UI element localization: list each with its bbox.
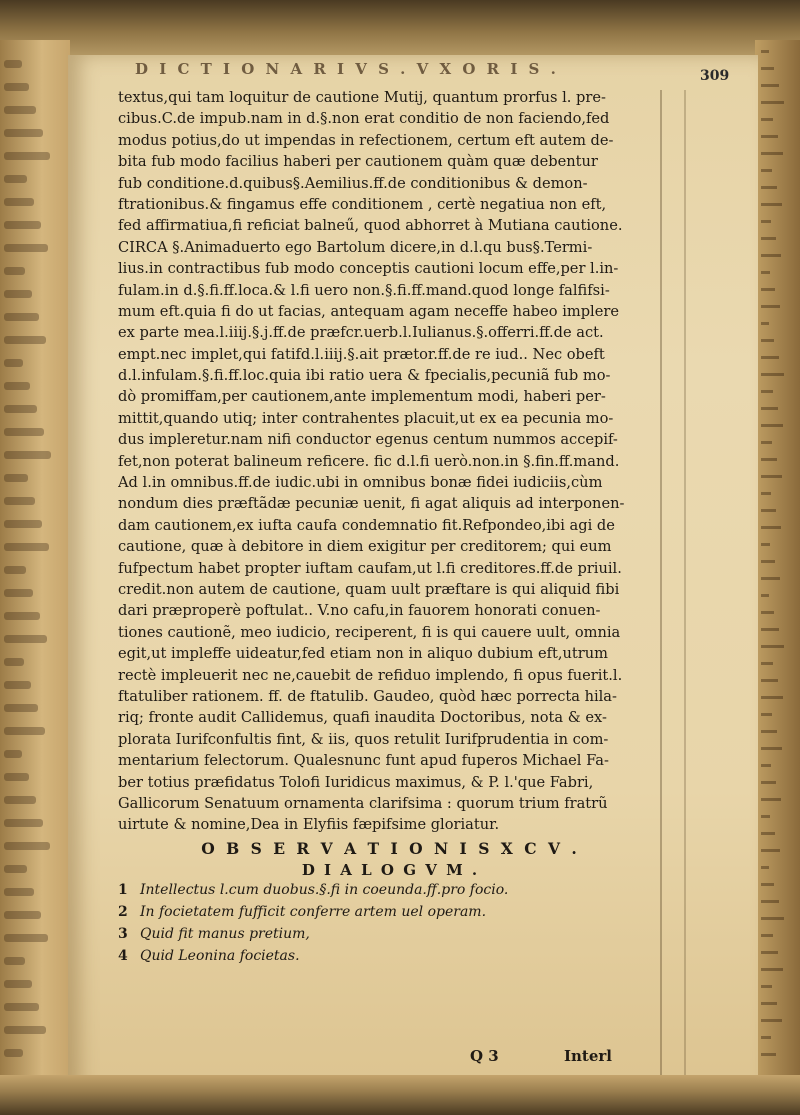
bleed-mark <box>4 175 27 183</box>
bleed-mark <box>4 152 50 160</box>
text-line: mentarium felectorum. Qualesnunc funt apud fuperos Michael Fa- <box>118 752 609 770</box>
summary-item <box>118 924 663 946</box>
bleed-mark <box>4 911 41 919</box>
edge-mark <box>761 322 769 325</box>
bleed-mark <box>4 221 41 229</box>
scan-bottom-edge <box>0 1075 800 1115</box>
bleed-mark <box>4 727 45 735</box>
catchword-line <box>470 1047 670 1065</box>
summary-item <box>118 880 663 902</box>
edge-mark <box>761 543 770 546</box>
bleed-mark <box>4 566 26 574</box>
edge-mark <box>761 475 782 478</box>
text-line: modus potius,do ut impendas in refectionem, certum eft autem de- <box>118 131 614 149</box>
edge-mark <box>761 747 782 750</box>
edge-mark <box>761 373 784 376</box>
bleed-mark <box>4 267 25 275</box>
text-line: CIRCA §.Animaduerto ego Bartolum dicere,in d.l.qu bus§.Termi- <box>118 238 593 256</box>
bleed-mark <box>4 681 31 689</box>
edge-mark <box>761 1019 782 1022</box>
section-subtitle: D I A L O G V M . <box>301 860 480 879</box>
edge-mark <box>761 679 778 682</box>
bleed-mark <box>4 957 25 965</box>
summary-item-number: 2 <box>118 903 128 920</box>
edge-mark <box>761 560 775 563</box>
signature-mark: Q 3 <box>470 1047 499 1065</box>
bleed-mark <box>4 589 33 597</box>
edge-mark <box>761 526 781 529</box>
bleed-mark <box>4 106 36 114</box>
text-block <box>118 87 663 836</box>
summary-item-text: In focietatem fufficit conferre artem uel operam. <box>140 903 487 920</box>
edge-mark <box>761 764 771 767</box>
bleed-mark <box>4 819 43 827</box>
edge-mark <box>761 203 782 206</box>
edge-mark <box>761 441 772 444</box>
bleed-mark <box>4 290 32 298</box>
edge-mark <box>761 458 777 461</box>
edge-mark <box>761 1053 776 1056</box>
edge-mark <box>761 645 784 648</box>
edge-mark <box>761 509 776 512</box>
bleed-mark <box>4 842 50 850</box>
edge-mark <box>761 883 774 886</box>
text-line: ftatuliber rationem. ff. de ftatulib. Gaudeo, quòd hæc porrecta hila- <box>118 687 617 705</box>
edge-mark <box>761 390 773 393</box>
text-line: fet,non poterat balineum reficere. fic d.l.fi uerò.non.in §.fin.ff.mand. <box>118 452 620 470</box>
edge-mark <box>761 356 779 359</box>
summary-item-number: 4 <box>118 947 128 964</box>
text-line: fufpectum habet propter iuftam caufam,ut l.fi creditores.ff.de priuil. <box>118 559 622 577</box>
bleed-mark <box>4 1049 23 1057</box>
bleed-mark <box>4 474 28 482</box>
bleed-mark <box>4 612 40 620</box>
bleed-mark <box>4 244 48 252</box>
edge-mark <box>761 135 778 138</box>
text-line: rectè impleuerit nec ne,cauebit de refiduo implendo, fi opus fuerit.l. <box>118 666 623 684</box>
text-line: uirtute & nomine,Dea in Elyfiis fæpifsime gloriatur. <box>118 816 500 834</box>
edge-mark <box>761 492 771 495</box>
bleed-mark <box>4 1003 39 1011</box>
bleed-mark <box>4 520 42 528</box>
edge-mark <box>761 713 772 716</box>
edge-mark <box>761 781 776 784</box>
edge-mark <box>761 152 783 155</box>
text-line: tiones cautionẽ, meo iudicio, reciperent, fi is qui cauere uult, omnia <box>118 623 621 641</box>
catchword: Interl <box>563 1047 612 1065</box>
bleed-mark <box>4 382 30 390</box>
section-title: O B S E R V A T I O N I S X C V . <box>201 838 580 858</box>
edge-mark <box>761 866 769 869</box>
summary-list <box>118 880 663 968</box>
bleed-mark <box>4 83 29 91</box>
edge-mark <box>761 271 770 274</box>
edge-mark <box>761 1002 777 1005</box>
page-fore-edge <box>755 40 800 1100</box>
bleed-mark <box>4 658 24 666</box>
text-line: fulam.in d.§.fi.ff.loca.& l.fi uero non.§.fi.ff.mand.quod longe falfifsi- <box>118 281 610 299</box>
summary-item-number: 3 <box>118 925 128 942</box>
edge-mark <box>761 798 781 801</box>
bleed-mark <box>4 129 43 137</box>
edge-mark <box>761 968 783 971</box>
bleed-mark <box>4 543 49 551</box>
edge-mark <box>761 305 780 308</box>
edge-mark <box>761 339 774 342</box>
text-line: Ad l.in omnibus.ff.de iudic.ubi in omnibus bonæ fidei iudiciis,cùm <box>118 474 603 492</box>
text-line: cautione, quæ à debitore in diem exigitur per creditorem; qui eum <box>118 538 612 556</box>
text-line: cibus.C.de impub.nam in d.§.non erat conditio de non faciendo,fed <box>118 110 610 128</box>
edge-mark <box>761 169 772 172</box>
edge-mark <box>761 934 773 937</box>
edge-mark <box>761 84 779 87</box>
page-number: 309 <box>700 68 730 84</box>
bleed-mark <box>4 359 23 367</box>
text-line: dari præproperè poftulat.. V.no cafu,in fauorem honorati conuen- <box>118 602 601 620</box>
edge-mark <box>761 254 781 257</box>
text-line: egit,ut impleffe uideatur,fed etiam non in aliquo dubium eft,utrum <box>118 645 609 663</box>
text-line: empt.nec implet,qui fatifd.l.iiij.§.ait prætor.ff.de re iud.. Nec obeft <box>118 345 605 363</box>
summary-item-number: 1 <box>118 881 128 898</box>
bleed-mark <box>4 1026 46 1034</box>
text-line: textus,qui tam loquitur de cautione Mutij, quantum prorfus l. pre- <box>118 89 606 106</box>
edge-mark <box>761 1036 771 1039</box>
edge-mark <box>761 288 775 291</box>
bleed-mark <box>4 865 27 873</box>
text-line: mittit,quando utiq; inter contrahentes placuit,ut ex ea pecunia mo- <box>118 409 614 427</box>
facing-page-edge <box>0 40 70 1100</box>
bleed-mark <box>4 635 47 643</box>
bleed-mark <box>4 934 48 942</box>
bleed-mark <box>4 405 37 413</box>
edge-mark <box>761 118 773 121</box>
edge-mark <box>761 832 775 835</box>
text-line: ftrationibus.& fingamus effe conditionem , certè negatiua non eft, <box>118 195 607 213</box>
page-body <box>118 87 663 968</box>
edge-mark <box>761 424 783 427</box>
edge-mark <box>761 628 779 631</box>
bleed-mark <box>4 198 34 206</box>
running-head: D I C T I O N A R I V S . V X O R I S . <box>135 60 559 78</box>
text-line: lius.in contractibus fub modo conceptis cautioni locum effe,per l.in- <box>118 260 619 278</box>
edge-mark <box>761 696 783 699</box>
edge-mark <box>761 186 777 189</box>
summary-item <box>118 902 663 924</box>
edge-mark <box>761 730 777 733</box>
edge-mark <box>761 220 771 223</box>
text-line: dò promiffam,per cautionem,ante implementum modi, haberi per- <box>118 388 606 406</box>
edge-mark <box>761 917 784 920</box>
edge-mark <box>761 101 784 104</box>
margin-strip <box>660 90 686 1090</box>
bleed-mark <box>4 750 22 758</box>
edge-mark <box>761 951 778 954</box>
bleed-mark <box>4 704 38 712</box>
edge-mark <box>761 407 778 410</box>
bleed-mark <box>4 451 51 459</box>
bleed-mark <box>4 336 46 344</box>
edge-mark <box>761 900 779 903</box>
edge-mark <box>761 237 776 240</box>
text-line: riq; fronte audit Callidemus, quafi inaudita Doctoribus, nota & ex- <box>118 709 607 727</box>
bleed-mark <box>4 888 34 896</box>
bleed-mark <box>4 773 29 781</box>
summary-item <box>118 946 663 968</box>
text-line: mum eft.quia fi do ut facias, antequam agam neceffe habeo implere <box>118 302 619 320</box>
bleed-mark <box>4 428 44 436</box>
bleed-mark <box>4 60 22 68</box>
edge-mark <box>761 662 773 665</box>
edge-mark <box>761 985 772 988</box>
edge-mark <box>761 849 780 852</box>
summary-item-text: Quid Leonina focietas. <box>140 947 300 964</box>
text-line: Gallicorum Senatuum ornamenta clarifsima : quorum trium fratrũ <box>118 794 608 812</box>
edge-mark <box>761 50 769 53</box>
edge-mark <box>761 594 769 597</box>
text-line: dam cautionem,ex iufta caufa condemnatio fit.Refpondeo,ibi agi de <box>118 516 615 534</box>
text-line: fed affirmatiua,fi reficiat balneű, quod abhorret à Mutiana cautione. <box>118 217 623 235</box>
text-line: plorata Iurifconfultis fint, & iis, quos retulit Iurifprudentia in com- <box>118 730 609 748</box>
edge-mark <box>761 67 774 70</box>
text-line: ex parte mea.l.iiij.§.j.ff.de præfcr.uerb.l.Iulianus.§.offerri.ff.de act. <box>118 324 604 342</box>
edge-mark <box>761 815 770 818</box>
text-line: dus impleretur.nam nifi conductor egenus centum nummos accepif- <box>118 431 618 449</box>
bleed-mark <box>4 497 35 505</box>
text-line: fub conditione.d.quibus§.Aemilius.ff.de conditionibus & demon- <box>118 174 588 192</box>
text-line: nondum dies præftãdæ pecuniæ uenit, fi agat aliquis ad interponen- <box>118 495 625 513</box>
edge-mark <box>761 577 780 580</box>
text-line: bita fub modo facilius haberi per cautionem quàm quæ debentur <box>118 153 598 171</box>
text-line: d.l.infulam.§.fi.ff.loc.quia ibi ratio uera & fpecialis,pecuniã fub mo- <box>118 367 611 385</box>
bleed-mark <box>4 313 39 321</box>
edge-mark <box>761 611 774 614</box>
text-line: credit.non autem de cautione, quam uult præftare is qui aliquid fibi <box>118 580 620 598</box>
summary-item-text: Quid fit manus pretium, <box>140 925 310 942</box>
bleed-mark <box>4 980 32 988</box>
text-line: ber totius præfidatus Tolofi Iuridicus maximus, & P. l.'que Fabri, <box>118 773 594 791</box>
bleed-mark <box>4 796 36 804</box>
summary-item-text: Intellectus l.cum duobus.§.fi in coeunda.ff.pro focio. <box>140 881 509 898</box>
